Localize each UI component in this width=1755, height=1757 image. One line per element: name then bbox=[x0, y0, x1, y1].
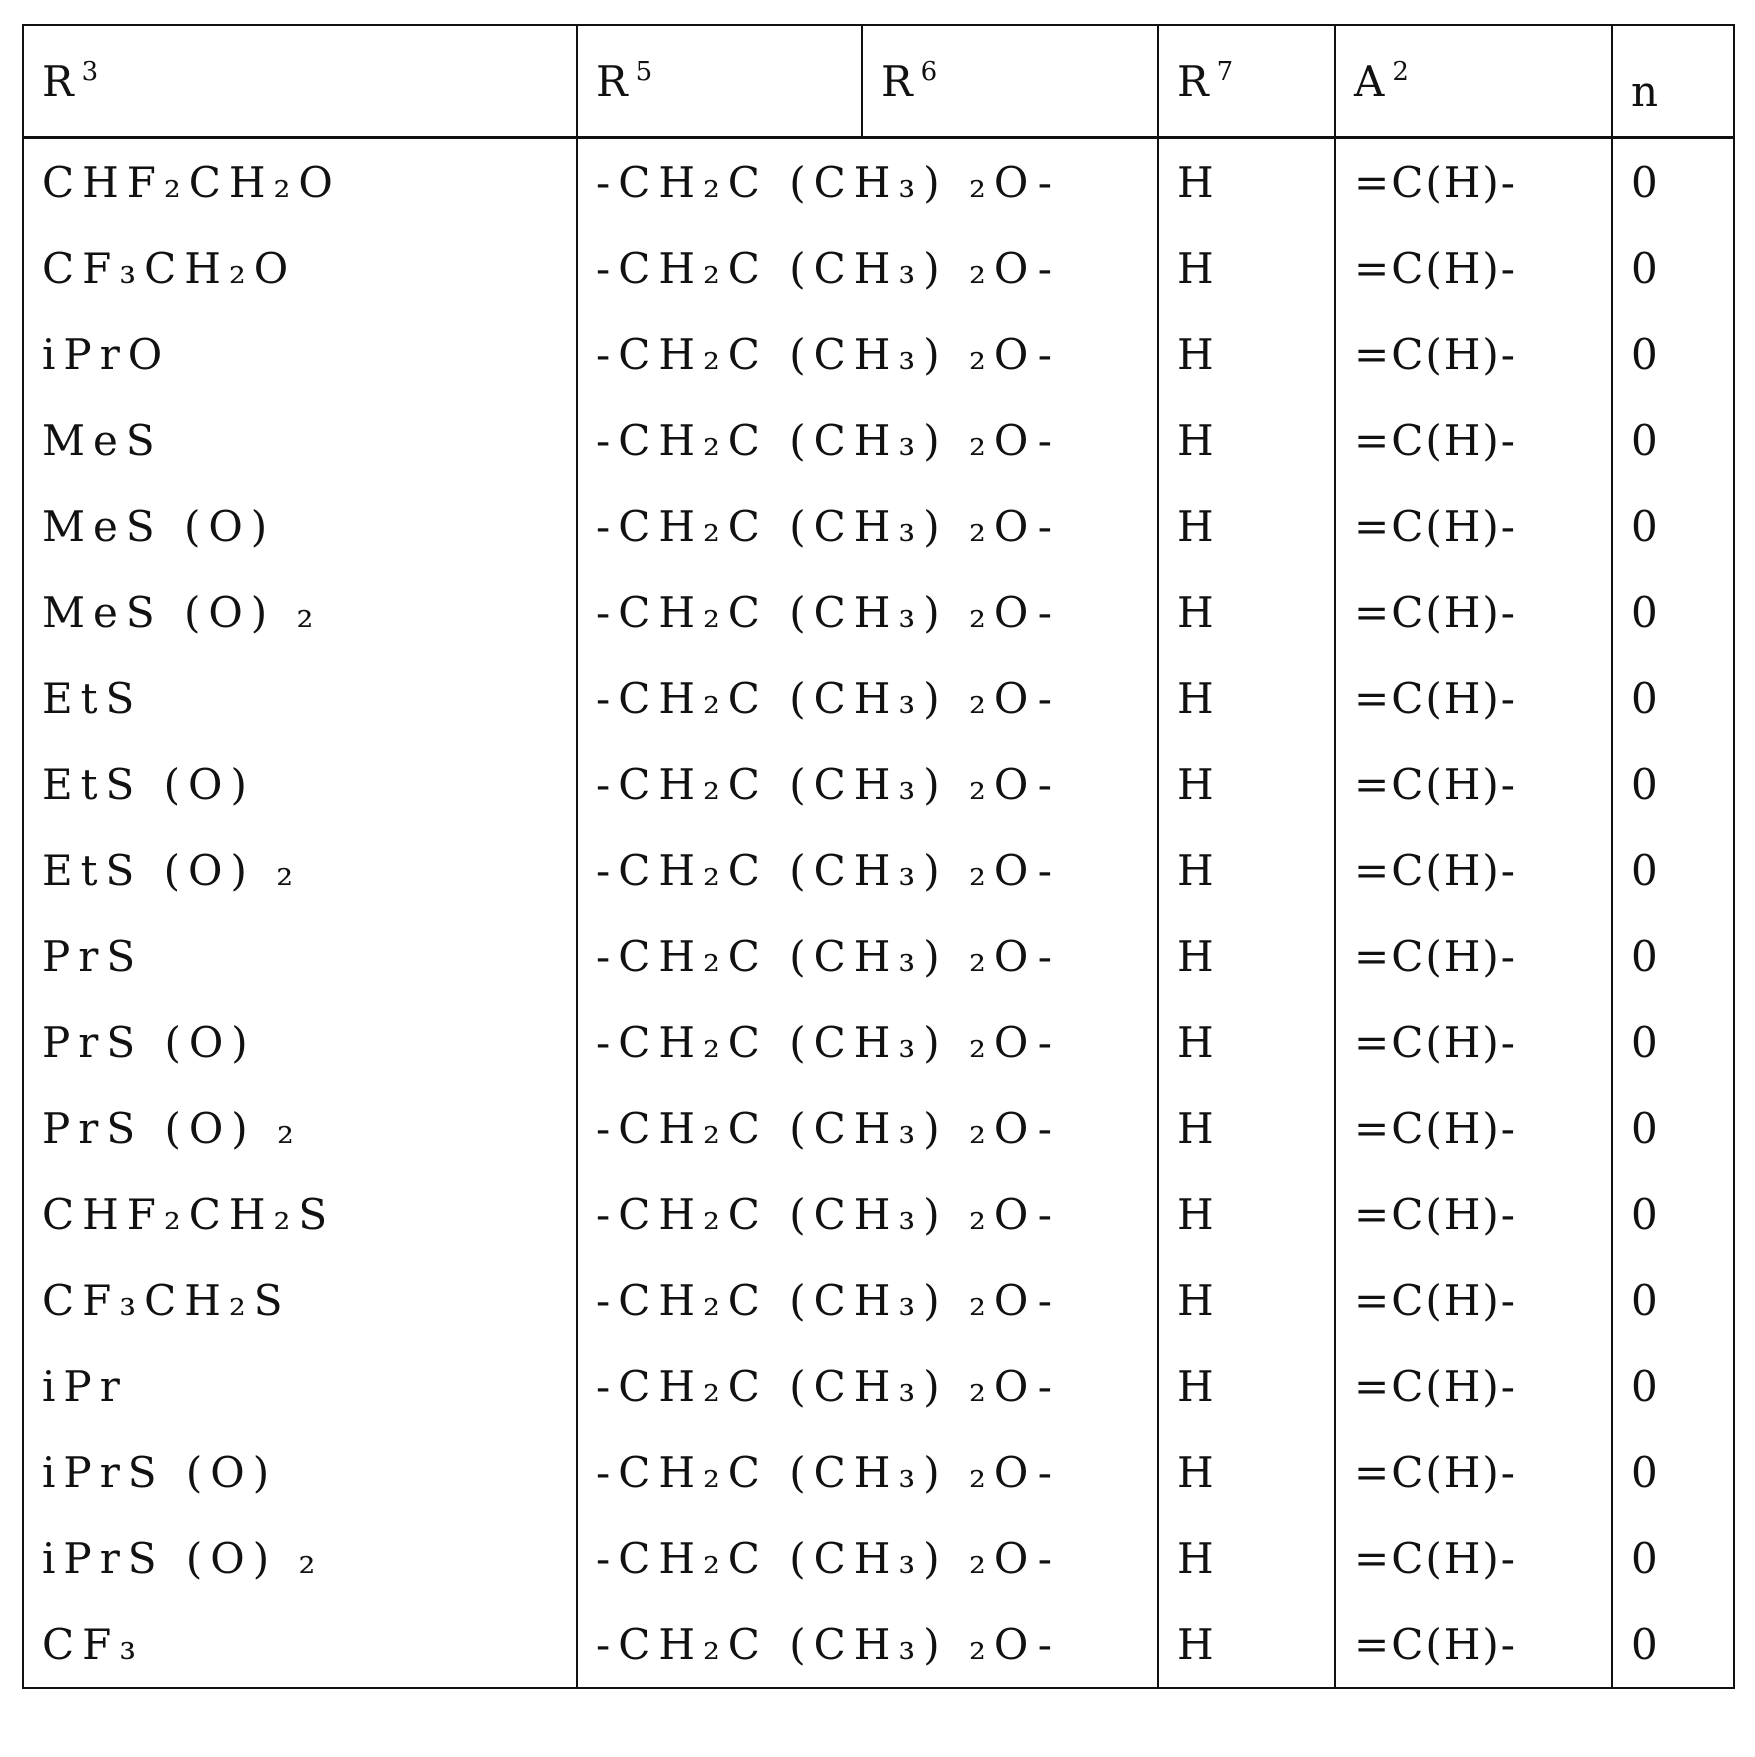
cell-r5-r6: -CH₂C (CH₃) ₂O- bbox=[577, 1515, 1158, 1601]
cell-n: 0 bbox=[1612, 569, 1734, 655]
cell-n: 0 bbox=[1612, 913, 1734, 999]
cell-r3: PrS (O) ₂ bbox=[23, 1085, 577, 1171]
table-row bbox=[23, 913, 1734, 999]
cell-a2: =C(H)- bbox=[1335, 1601, 1612, 1688]
cell-r5-r6: -CH₂C (CH₃) ₂O- bbox=[577, 999, 1158, 1085]
cell-r5-r6: -CH₂C (CH₃) ₂O- bbox=[577, 655, 1158, 741]
cell-r3: PrS bbox=[23, 913, 577, 999]
cell-r7: H bbox=[1158, 1257, 1335, 1343]
cell-n: 0 bbox=[1612, 483, 1734, 569]
table-row bbox=[23, 138, 1734, 226]
table-row bbox=[23, 311, 1734, 397]
table-row bbox=[23, 999, 1734, 1085]
cell-r7: H bbox=[1158, 999, 1335, 1085]
cell-a2: =C(H)- bbox=[1335, 1429, 1612, 1515]
cell-r7: H bbox=[1158, 225, 1335, 311]
table-row bbox=[23, 1515, 1734, 1601]
cell-a2: =C(H)- bbox=[1335, 569, 1612, 655]
cell-r7: H bbox=[1158, 569, 1335, 655]
header-r5-sup: 5 bbox=[636, 57, 661, 87]
cell-r7: H bbox=[1158, 1515, 1335, 1601]
cell-r3: MeS (O) ₂ bbox=[23, 569, 577, 655]
cell-r3: EtS bbox=[23, 655, 577, 741]
cell-r5-r6: -CH₂C (CH₃) ₂O- bbox=[577, 913, 1158, 999]
cell-a2: =C(H)- bbox=[1335, 397, 1612, 483]
table-row bbox=[23, 827, 1734, 913]
cell-a2: =C(H)- bbox=[1335, 225, 1612, 311]
cell-r3: EtS (O) ₂ bbox=[23, 827, 577, 913]
table-row bbox=[23, 1257, 1734, 1343]
cell-r3: PrS (O) bbox=[23, 999, 577, 1085]
cell-n: 0 bbox=[1612, 655, 1734, 741]
table-row bbox=[23, 569, 1734, 655]
cell-r5-r6: -CH₂C (CH₃) ₂O- bbox=[577, 1257, 1158, 1343]
table-row bbox=[23, 483, 1734, 569]
table-row bbox=[23, 1171, 1734, 1257]
cell-r5-r6: -CH₂C (CH₃) ₂O- bbox=[577, 1601, 1158, 1688]
compound-table bbox=[22, 24, 1735, 1689]
header-row bbox=[23, 25, 1734, 138]
cell-a2: =C(H)- bbox=[1335, 999, 1612, 1085]
cell-r5-r6: -CH₂C (CH₃) ₂O- bbox=[577, 225, 1158, 311]
header-r6-sup: 6 bbox=[921, 57, 946, 87]
cell-n: 0 bbox=[1612, 1429, 1734, 1515]
cell-a2: =C(H)- bbox=[1335, 1257, 1612, 1343]
cell-r7: H bbox=[1158, 1429, 1335, 1515]
cell-a2: =C(H)- bbox=[1335, 1171, 1612, 1257]
cell-a2: =C(H)- bbox=[1335, 311, 1612, 397]
cell-r7: H bbox=[1158, 1171, 1335, 1257]
cell-r3: CF₃ bbox=[23, 1601, 577, 1688]
table-row bbox=[23, 1601, 1734, 1688]
cell-r3: MeS (O) bbox=[23, 483, 577, 569]
cell-a2: =C(H)- bbox=[1335, 138, 1612, 226]
cell-n: 0 bbox=[1612, 1515, 1734, 1601]
cell-n: 0 bbox=[1612, 1171, 1734, 1257]
cell-r5-r6: -CH₂C (CH₃) ₂O- bbox=[577, 397, 1158, 483]
cell-n: 0 bbox=[1612, 827, 1734, 913]
header-r3-base: R bbox=[42, 57, 82, 106]
cell-n: 0 bbox=[1612, 225, 1734, 311]
cell-a2: =C(H)- bbox=[1335, 913, 1612, 999]
header-a2 bbox=[1335, 25, 1612, 138]
cell-r5-r6: -CH₂C (CH₃) ₂O- bbox=[577, 483, 1158, 569]
header-r5-base: R bbox=[596, 57, 636, 106]
cell-n: 0 bbox=[1612, 1085, 1734, 1171]
table-row bbox=[23, 1343, 1734, 1429]
header-a2-sup: 2 bbox=[1392, 57, 1417, 87]
cell-r7: H bbox=[1158, 1085, 1335, 1171]
cell-n: 0 bbox=[1612, 1257, 1734, 1343]
cell-r5-r6: -CH₂C (CH₃) ₂O- bbox=[577, 1085, 1158, 1171]
header-r7-base: R bbox=[1177, 57, 1217, 106]
cell-a2: =C(H)- bbox=[1335, 827, 1612, 913]
cell-r3: iPr bbox=[23, 1343, 577, 1429]
cell-a2: =C(H)- bbox=[1335, 1343, 1612, 1429]
cell-r7: H bbox=[1158, 741, 1335, 827]
header-r6 bbox=[862, 25, 1158, 138]
cell-r5-r6: -CH₂C (CH₃) ₂O- bbox=[577, 1171, 1158, 1257]
cell-r7: H bbox=[1158, 138, 1335, 226]
cell-r5-r6: -CH₂C (CH₃) ₂O- bbox=[577, 741, 1158, 827]
cell-n: 0 bbox=[1612, 999, 1734, 1085]
cell-r7: H bbox=[1158, 1343, 1335, 1429]
header-n: n bbox=[1612, 25, 1734, 138]
header-r5 bbox=[577, 25, 862, 138]
table-row bbox=[23, 1085, 1734, 1171]
cell-n: 0 bbox=[1612, 1601, 1734, 1688]
table-row bbox=[23, 1429, 1734, 1515]
cell-r3: CHF₂CH₂S bbox=[23, 1171, 577, 1257]
header-r6-base: R bbox=[881, 57, 921, 106]
cell-r3: CF₃CH₂O bbox=[23, 225, 577, 311]
cell-a2: =C(H)- bbox=[1335, 741, 1612, 827]
cell-r5-r6: -CH₂C (CH₃) ₂O- bbox=[577, 1343, 1158, 1429]
cell-n: 0 bbox=[1612, 397, 1734, 483]
cell-r3: iPrS (O) ₂ bbox=[23, 1515, 577, 1601]
cell-r7: H bbox=[1158, 397, 1335, 483]
cell-r7: H bbox=[1158, 913, 1335, 999]
table-row bbox=[23, 397, 1734, 483]
cell-n: 0 bbox=[1612, 1343, 1734, 1429]
table-row bbox=[23, 655, 1734, 741]
cell-r7: H bbox=[1158, 311, 1335, 397]
cell-n: 0 bbox=[1612, 138, 1734, 226]
cell-a2: =C(H)- bbox=[1335, 483, 1612, 569]
table-row bbox=[23, 741, 1734, 827]
cell-r3: iPrO bbox=[23, 311, 577, 397]
cell-n: 0 bbox=[1612, 311, 1734, 397]
cell-a2: =C(H)- bbox=[1335, 1085, 1612, 1171]
cell-r7: H bbox=[1158, 483, 1335, 569]
cell-r5-r6: -CH₂C (CH₃) ₂O- bbox=[577, 311, 1158, 397]
cell-r7: H bbox=[1158, 655, 1335, 741]
cell-r3: MeS bbox=[23, 397, 577, 483]
cell-r7: H bbox=[1158, 827, 1335, 913]
header-a2-base: A bbox=[1354, 57, 1392, 106]
cell-r5-r6: -CH₂C (CH₃) ₂O- bbox=[577, 569, 1158, 655]
cell-r7: H bbox=[1158, 1601, 1335, 1688]
header-r3-sup: 3 bbox=[82, 57, 107, 87]
cell-a2: =C(H)- bbox=[1335, 655, 1612, 741]
cell-r5-r6: -CH₂C (CH₃) ₂O- bbox=[577, 138, 1158, 226]
header-r7-sup: 7 bbox=[1217, 57, 1242, 87]
cell-r3: iPrS (O) bbox=[23, 1429, 577, 1515]
cell-r5-r6: -CH₂C (CH₃) ₂O- bbox=[577, 1429, 1158, 1515]
header-r7 bbox=[1158, 25, 1335, 138]
cell-r3: CHF₂CH₂O bbox=[23, 138, 577, 226]
table-row bbox=[23, 225, 1734, 311]
cell-r3: CF₃CH₂S bbox=[23, 1257, 577, 1343]
cell-r3: EtS (O) bbox=[23, 741, 577, 827]
cell-a2: =C(H)- bbox=[1335, 1515, 1612, 1601]
header-r3 bbox=[23, 25, 577, 138]
cell-n: 0 bbox=[1612, 741, 1734, 827]
cell-r5-r6: -CH₂C (CH₃) ₂O- bbox=[577, 827, 1158, 913]
